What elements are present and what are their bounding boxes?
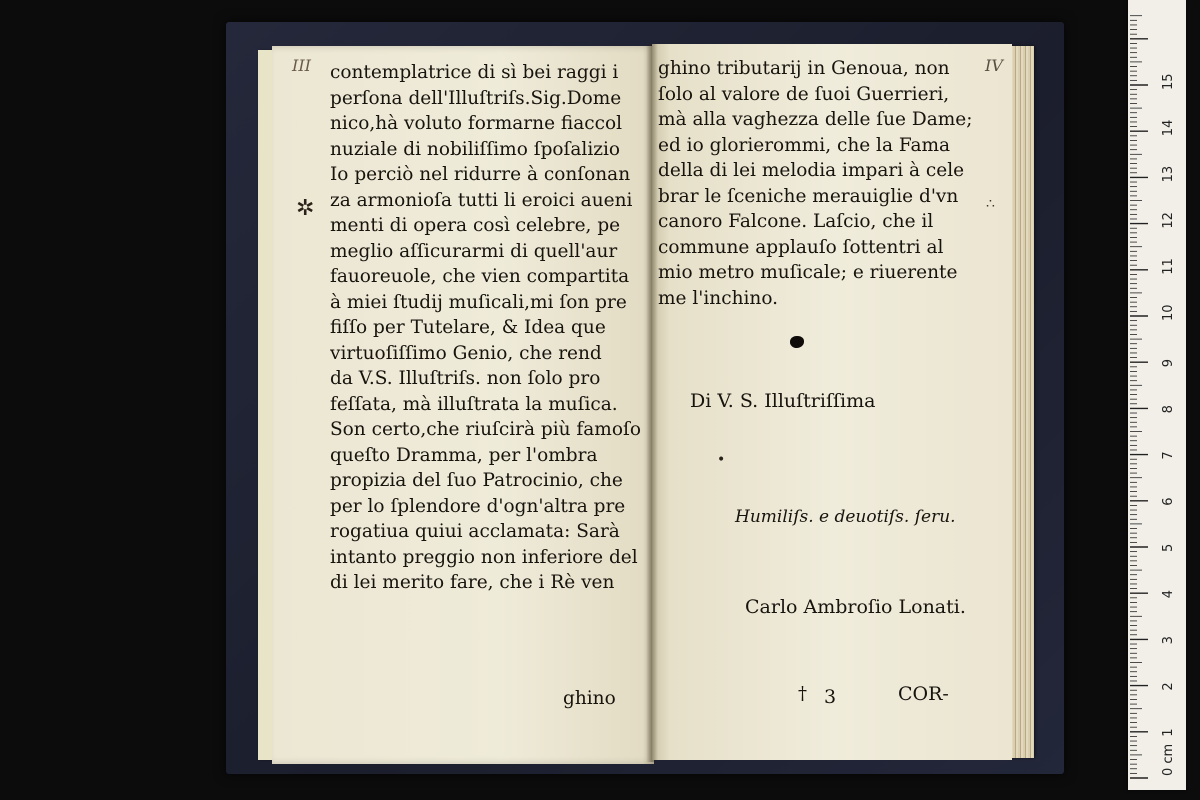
left-page-line: nico,hà voluto formarne fiaccol: [330, 113, 623, 134]
right-page-line: della di lei melodia impari à cele: [658, 160, 965, 181]
left-catchword: ghino: [563, 688, 616, 709]
left-page-line: Io perciò nel ridurre à conſonan: [330, 164, 631, 185]
ruler-number: 14: [1161, 119, 1176, 137]
right-page-line: ghino tributarij in Genoua, non: [658, 58, 950, 79]
ruler-number: 12: [1161, 212, 1176, 229]
left-page-line: rogatiua quiui acclamata: Sarà: [330, 521, 620, 542]
right-page-line: ſolo al valore de ſuoi Guerrieri,: [658, 83, 950, 105]
left-page-line: per lo ſplendore d'ogn'altra pre: [330, 495, 626, 517]
right-catchword: COR-: [898, 683, 949, 705]
left-page-line: virtuoſiſſimo Genio, che rend: [330, 342, 602, 364]
ruler-number: 13: [1161, 165, 1176, 183]
left-page-text: [330, 60, 650, 596]
left-page-line: intanto preggio non inferiore del: [330, 546, 638, 568]
right-folio-note: IV: [985, 56, 1003, 75]
ruler-number: 5: [1161, 543, 1176, 552]
signature-name: Carlo Ambroſio Lonati.: [745, 596, 966, 618]
left-page-line: fauoreuole, che vien compartita: [330, 266, 630, 287]
left-page-line: di lei merito fare, che i Rè ven: [330, 572, 615, 593]
left-page-line: da V.S. Illuſtriſs. non ſolo pro: [330, 368, 601, 389]
ruler-number: 15: [1161, 73, 1176, 90]
left-page-line: contemplatrice di sì bei raggi i: [330, 62, 619, 83]
ruler-number: 6: [1161, 497, 1176, 506]
right-page-line: commune applauſo ſottentri al: [658, 236, 944, 258]
left-page-line: feſſata, mà illuſtrata la muſica.: [330, 393, 618, 415]
left-page-line: za armonioſa tutti li eroici aueni: [330, 189, 633, 211]
ruler-number: 9: [1161, 358, 1176, 368]
measuring-ruler: [1128, 0, 1186, 790]
left-page-line: Son certo,che riuſcirà più famoſo: [330, 419, 641, 440]
dot-mark: •: [717, 452, 726, 468]
page-number: 3: [824, 686, 837, 708]
ruler-number: 4: [1161, 589, 1176, 599]
left-folio-note: III: [292, 56, 311, 75]
margin-asterisk-mark: ✲: [296, 196, 315, 221]
right-page-line: mà alla vaghezza delle ſue Dame;: [658, 109, 973, 130]
left-page-line: perſona dell'Illuſtriſs.Sig.Dome: [330, 87, 622, 109]
left-page-line: queſto Dramma, per l'ombra: [330, 444, 598, 466]
ruler-number: 1: [1161, 728, 1176, 737]
ruler-number: 3: [1161, 636, 1176, 645]
signature-mark: †: [798, 683, 807, 704]
right-page-text: [658, 56, 990, 311]
ruler-number: 11: [1161, 258, 1176, 275]
left-page-line: nuziale di nobiliſſimo ſpoſalizio: [330, 138, 621, 160]
ruler-scale: [1128, 0, 1186, 790]
left-page-line: fiſſo per Tutelare, & Idea que: [330, 317, 606, 338]
ruler-number: 10: [1161, 304, 1176, 321]
ruler-number: 2: [1161, 682, 1176, 691]
signature-title: Humiliſs. e deuotiſs. ſeru.: [735, 507, 956, 527]
left-page-line: menti di opera così celebre, pe: [330, 215, 621, 236]
left-page-line: propizia del ſuo Patrocinio, che: [330, 470, 623, 491]
ruler-number: 8: [1161, 405, 1176, 414]
right-page-line: brar le ſceniche merauiglie d'vn: [658, 185, 959, 207]
margin-dots-mark: ∴: [986, 196, 995, 212]
ruler-unit-label: 0 cm: [1161, 743, 1176, 776]
closing-salutation: Di V. S. Illuſtriſſima: [690, 390, 876, 412]
left-page-line: meglio aſſicurarmi di quell'aur: [330, 240, 618, 262]
right-page-line: me l'inchino.: [658, 287, 779, 309]
ruler-number: 7: [1161, 451, 1176, 460]
right-page-line: canoro Falcone. Laſcio, che il: [658, 211, 934, 232]
right-page-line: ed io glorierommi, che la Fama: [658, 134, 951, 156]
right-page-line: mio metro muſicale; e riuerente: [658, 262, 958, 283]
left-page-line: à miei ſtudij muſicali,mi ſon pre: [330, 291, 627, 313]
